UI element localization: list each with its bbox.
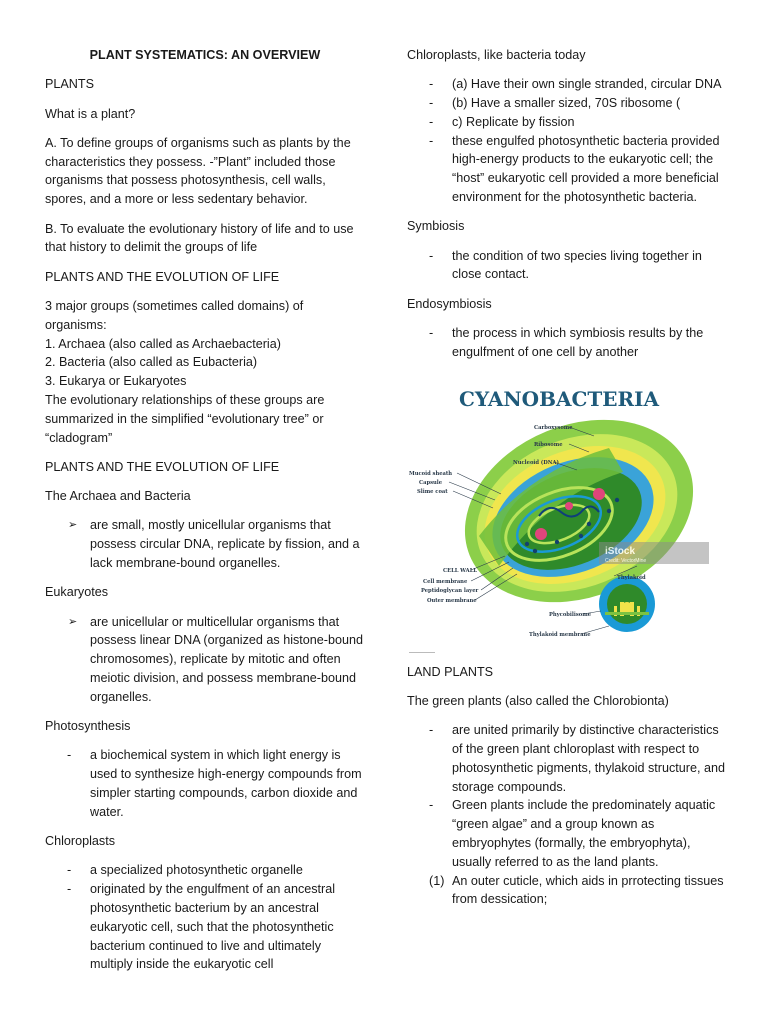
list-item: - are united primarily by distinctive characteristics of the green plant chloroplast with respect to photosynthetic pigments, thylakoid structure, and storage compounds.	[429, 723, 726, 794]
land-plant-traits-list	[407, 872, 727, 910]
left-column	[45, 46, 365, 985]
list-item: - Green plants include the predominately aquatic “green algae” and a group known as embryophytes (formally, the embryophyta), usually referred to as the land plants.	[429, 798, 716, 869]
divider	[409, 652, 435, 653]
label-mucoid-sheath: Mucoid sheath	[409, 470, 453, 477]
groups-summary: The evolutionary relationships of these groups are summarized in the simplified “evolutionary tree” or “cladogram”	[45, 392, 325, 445]
heading-symbiosis: Symbiosis	[407, 219, 465, 234]
list-item: ➢ are small, mostly unicellular organisms that possess circular DNA, replicate by fission, and a lack membrane-bound organelles.	[68, 518, 360, 571]
svg-text:iStock: iStock	[605, 545, 636, 557]
list-item: - c) Replicate by fission	[429, 114, 575, 129]
heading-photosynthesis: Photosynthesis	[45, 719, 131, 734]
heading-eukaryotes: Eukaryotes	[45, 585, 108, 600]
svg-text:Credit: VectorMine: Credit: VectorMine	[605, 557, 647, 564]
list-item: ➢ are unicellular or multicellular organisms that possess linear DNA (organized as histone-bound chromosomes), replicate by mitotic and often meiotic division, and possess membrane-bound organelles.	[68, 614, 364, 704]
paragraph-a: A. To define groups of organisms such as plants by the characteristics they possess. -”Plant” included those organisms that possess photosynthesis, cell walls, spores, and a more or less sedentary behavior.	[45, 135, 351, 207]
istock-watermark	[599, 542, 709, 564]
paragraph-b: B. To evaluate the evolutionary history of life and to use that history to delimit the groups of life	[45, 221, 354, 255]
list-item: - originated by the engulfment of an ancestral photosynthetic bacterium by an ancestral eukaryotic cell, such that the photosynthetic bacterium continued to live and ultimately multiply inside the eukaryotic cell	[67, 882, 336, 972]
group-eukarya: 3. Eukarya or Eukaryotes	[45, 374, 187, 389]
symbiosis-list	[407, 247, 727, 285]
figure-title: CYANOBACTERIA	[458, 386, 660, 411]
list-item: - (b) Have a smaller sized, 70S ribosome (	[429, 96, 681, 111]
heading-archaea-bacteria: The Archaea and Bacteria	[45, 489, 191, 504]
list-item: - the condition of two species living together in close contact.	[429, 248, 702, 282]
endosymbiosis-list	[407, 324, 727, 362]
groups-block	[45, 297, 365, 447]
arrow-bullet-icon: ➢	[68, 615, 78, 628]
label-capsule: Capsule	[419, 479, 443, 486]
right-column	[407, 46, 727, 920]
label-ribosome: Ribosome	[534, 441, 563, 448]
cyanobacteria-diagram	[409, 376, 709, 644]
question-what-is-plant: What is a plant?	[45, 106, 136, 121]
heading-chloroplasts: Chloroplasts	[45, 834, 115, 849]
group-bacteria: 2. Bacteria (also called as Eubacteria)	[45, 355, 258, 370]
chloroplast-traits-list	[407, 75, 727, 207]
groups-intro: 3 major groups (sometimes called domains) of organisms:	[45, 298, 304, 332]
list-item: - (a) Have their own single stranded, circular DNA	[429, 77, 722, 92]
archaea-list	[45, 516, 365, 572]
list-item: (1) An outer cuticle, which aids in prrotecting tissues from dessication;	[429, 873, 724, 907]
label-nucleoid: Nucleoid (DNA)	[513, 459, 559, 466]
arrow-bullet-icon: ➢	[68, 519, 78, 532]
list-item: - a specialized photosynthetic organelle	[67, 863, 303, 878]
cyanobacteria-illustration	[409, 376, 709, 644]
label-thylakoid: Thylakoid	[617, 574, 646, 581]
photosynthesis-list	[45, 746, 365, 821]
label-slime-coat: Slime coat	[417, 488, 448, 495]
green-plants-intro: The green plants (also called the Chlorobionta)	[407, 693, 669, 708]
eukaryotes-list	[45, 613, 365, 707]
label-phycobilisome: Phycobilisome	[549, 611, 592, 618]
heading-endosymbiosis: Endosymbiosis	[407, 296, 492, 311]
label-cell-membrane: Cell membrane	[423, 578, 468, 585]
heading-evolution-2: PLANTS AND THE EVOLUTION OF LIFE	[45, 459, 280, 474]
list-item: - the process in which symbiosis results by the engulfment of one cell by another	[429, 326, 704, 359]
group-archaea: 1. Archaea (also called as Archaebacteria)	[45, 336, 281, 351]
phycobilisome-inset	[599, 576, 655, 632]
label-outer-membrane: Outer membrane	[427, 597, 477, 604]
green-plants-list	[407, 721, 727, 871]
label-peptidoglycan: Peptidoglycan layer	[421, 587, 479, 594]
label-cell-wall: CELL WALL	[443, 567, 477, 574]
heading-land-plants: LAND PLANTS	[407, 664, 494, 679]
chloroplasts-intro: Chloroplasts, like bacteria today	[407, 48, 586, 62]
heading-evolution-1: PLANTS AND THE EVOLUTION OF LIFE	[45, 269, 280, 284]
list-item: - a biochemical system in which light energy is used to synthesize high-energy compounds from simpler starting compounds, carbon dioxide and water.	[67, 748, 362, 819]
list-item: - these engulfed photosynthetic bacteria provided high-energy products to the eukaryotic cell; the “host” eukaryotic cell provided a more beneficial environment for the photosynthetic bacteria.	[429, 133, 720, 205]
label-thylakoid-membrane: Thylakoid membrane	[529, 631, 591, 638]
document-title: PLANT SYSTEMATICS: AN OVERVIEW	[89, 48, 321, 62]
chloroplasts-list	[45, 861, 365, 974]
heading-plants: PLANTS	[45, 77, 94, 92]
label-carboxysome: Carboxysome	[534, 424, 573, 431]
